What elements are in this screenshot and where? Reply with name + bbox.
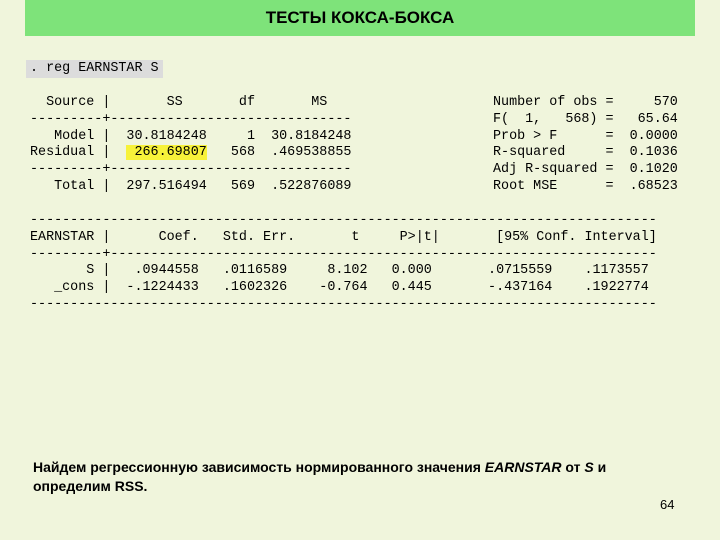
stat-prob-f: Prob > F = 0.0000 — [493, 128, 678, 144]
coef-rule-bottom: ------------------------------------------------------------------------------ — [30, 296, 657, 312]
fit-statistics — [493, 95, 678, 196]
residual-rest: 568 .469538855 — [206, 145, 352, 161]
caption-var-s: S — [584, 459, 594, 475]
residual-label: Residual | — [30, 145, 127, 161]
anova-row-residual — [30, 145, 351, 162]
page-number: 64 — [660, 497, 675, 512]
stat-nobs: Number of obs = 570 — [493, 95, 678, 110]
residual-ss-highlight: 266.69807 — [126, 145, 207, 161]
stata-command: . reg EARNSTAR S — [26, 60, 163, 78]
caption-var-earnstar: EARNSTAR — [484, 459, 562, 475]
anova-rule-2: ---------+------------------------------ — [30, 162, 352, 178]
title-bar — [25, 0, 695, 36]
coef-header: EARNSTAR | Coef. Std. Err. t P>|t| [95% Conf. Interval] — [30, 229, 657, 245]
stat-root-mse: Root MSE = .68523 — [493, 178, 678, 194]
stat-f: F( 1, 568) = 65.64 — [493, 111, 678, 127]
coef-row-s: S | .0944558 .0116589 8.102 0.000 .0715559 .1173557 — [30, 263, 649, 279]
coef-row-cons: _cons | -.1224433 .1602326 -0.764 0.445 -.437164 .1922774 — [30, 280, 649, 296]
caption-text: Найдем регрессионную зависимость нормированного значения EARNSTAR от S и определим RSS. — [33, 459, 607, 494]
anova-rule: ---------+------------------------------ — [30, 111, 352, 127]
coef-rule-mid: ---------+-------------------------------------------------------------------- — [30, 246, 657, 262]
anova-row-total: Total | 297.516494 569 .522876089 — [30, 178, 352, 194]
stat-r-squared: R-squared = 0.1036 — [493, 145, 678, 161]
slide-title: ТЕСТЫ КОКСА-БОКСА — [265, 8, 455, 27]
stat-adj-r-squared: Adj R-squared = 0.1020 — [493, 162, 678, 178]
anova-header: Source | SS df MS — [30, 95, 328, 110]
anova-row-model: Model | 30.8184248 1 30.8184248 — [30, 128, 352, 144]
coef-rule-top: ------------------------------------------------------------------------------ — [30, 213, 657, 228]
coefficient-table — [30, 213, 657, 314]
anova-table — [30, 95, 351, 196]
